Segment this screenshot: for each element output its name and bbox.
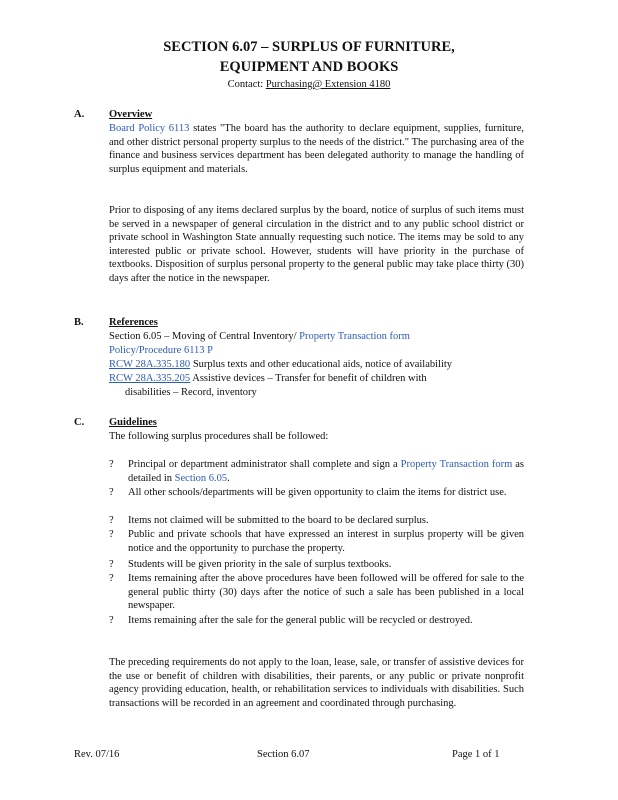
reference-item-2 bbox=[109, 344, 524, 358]
guideline-item-6: Items remaining after the above procedures have been followed will be offered for sale to the general public thirty (30) days after the notice of such a sale has been published in a local newspaper. bbox=[128, 573, 524, 612]
bullet-glyph: ? bbox=[109, 559, 114, 570]
section-a-paragraph-1 bbox=[109, 122, 524, 176]
item1-text: Principal or department administrator shall complete and sign a bbox=[128, 459, 401, 470]
reference-item-4 bbox=[109, 372, 524, 399]
guideline-item-1 bbox=[128, 458, 524, 485]
item1-mid: as detailed in bbox=[128, 459, 525, 484]
rcw-180-link[interactable]: RCW 28A.335.180 bbox=[109, 359, 191, 370]
guidelines-closing-paragraph: The preceding requirements do not apply to the loan, lease, sale, or transfer of assistive devices for the use or benefit of children with disabilities, their parents, or any public or private nonprofit agency providing education, health, or rehabilitation services to individuals with disabilities. Such transactions will be recorded in an agreement and coordinated through purchasing. bbox=[109, 657, 524, 709]
contact-value: Purchasing@ Extension 4180 bbox=[265, 79, 391, 90]
footer-page-number: Page 1 of 1 bbox=[452, 749, 500, 760]
footer-revision: Rev. 07/16 bbox=[74, 749, 120, 760]
guideline-item-7: Items remaining after the sale for the general public will be recycled or destroyed. bbox=[128, 615, 473, 626]
contact-label: Contact: bbox=[227, 79, 264, 90]
rcw-205-link[interactable]: RCW 28A.335.205 bbox=[109, 373, 191, 384]
section-b-heading: References bbox=[109, 317, 158, 328]
bullet-glyph: ? bbox=[109, 615, 114, 626]
section-a-heading: Overview bbox=[109, 109, 153, 120]
page-title-line-2: EQUIPMENT AND BOOKS bbox=[219, 59, 399, 75]
section-a-letter: A. bbox=[74, 109, 85, 120]
guidelines-intro: The following surplus procedures shall be followed: bbox=[109, 431, 329, 442]
bullet-glyph: ? bbox=[109, 529, 114, 540]
item1-property-transaction-link[interactable]: Property Transaction form bbox=[400, 459, 513, 470]
section-a-paragraph-2: Prior to disposing of any items declared surplus by the board, notice of surplus of such items must be served in a newspaper of general circulation in the district and to any public school district or private school in Washington State annually requesting such notice. The items may be sold to any interested public or private school. However, students will have priority in the purchase of textbooks. Disposition of surplus personal property to the general public may take place thirty (30) days after the notice in the newspaper. bbox=[109, 205, 524, 284]
guideline-item-4: Public and private schools that have expressed an interest in surplus property will be given notice and the opportunity to purchase the property. bbox=[128, 529, 524, 554]
bullet-glyph: ? bbox=[109, 487, 114, 498]
item1-section-link[interactable]: Section 6.05 bbox=[174, 472, 228, 484]
guideline-item-5: Students will be given priority in the sale of surplus textbooks. bbox=[128, 559, 392, 570]
contact-line bbox=[0, 78, 618, 92]
bullet-glyph: ? bbox=[109, 573, 114, 584]
policy-procedure-link[interactable]: Policy/Procedure 6113 P bbox=[109, 345, 214, 356]
ref4-text-a: Assistive devices – Transfer for benefit of children with bbox=[190, 373, 427, 384]
guideline-item-3: Items not claimed will be submitted to the board to be declared surplus. bbox=[128, 515, 429, 526]
ref1-text: Section 6.05 – Moving of Central Inventory/ bbox=[109, 331, 300, 342]
bullet-glyph: ? bbox=[109, 459, 114, 470]
footer-section: Section 6.07 bbox=[257, 749, 310, 760]
bullet-glyph: ? bbox=[109, 515, 114, 526]
reference-item-3 bbox=[109, 358, 524, 372]
item1-end: . bbox=[227, 472, 230, 484]
section-c-heading: Guidelines bbox=[109, 417, 157, 428]
guideline-item-2: All other schools/departments will be given opportunity to claim the items for district use. bbox=[128, 487, 507, 498]
section-c-letter: C. bbox=[74, 417, 85, 428]
ref4-text-b: disabilities – Record, inventory bbox=[125, 386, 257, 398]
ref3-text: Surplus texts and other educational aids, notice of availability bbox=[190, 359, 453, 370]
board-policy-link[interactable]: Board Policy 6113 bbox=[109, 123, 190, 134]
section-a-para1-text: states "The board has the authority to declare equipment, supplies, furniture, and other district personal property surplus to the needs of the district." The purchasing area of the finance and business services department has been delegated authority to manage the handling of surplus equipment and materials. bbox=[109, 123, 525, 175]
reference-item-1 bbox=[109, 330, 524, 344]
section-b-letter: B. bbox=[74, 317, 84, 328]
property-transaction-form-link[interactable]: Property Transaction form bbox=[299, 331, 410, 342]
page-title-line-1: SECTION 6.07 – SURPLUS OF FURNITURE, bbox=[163, 39, 455, 55]
